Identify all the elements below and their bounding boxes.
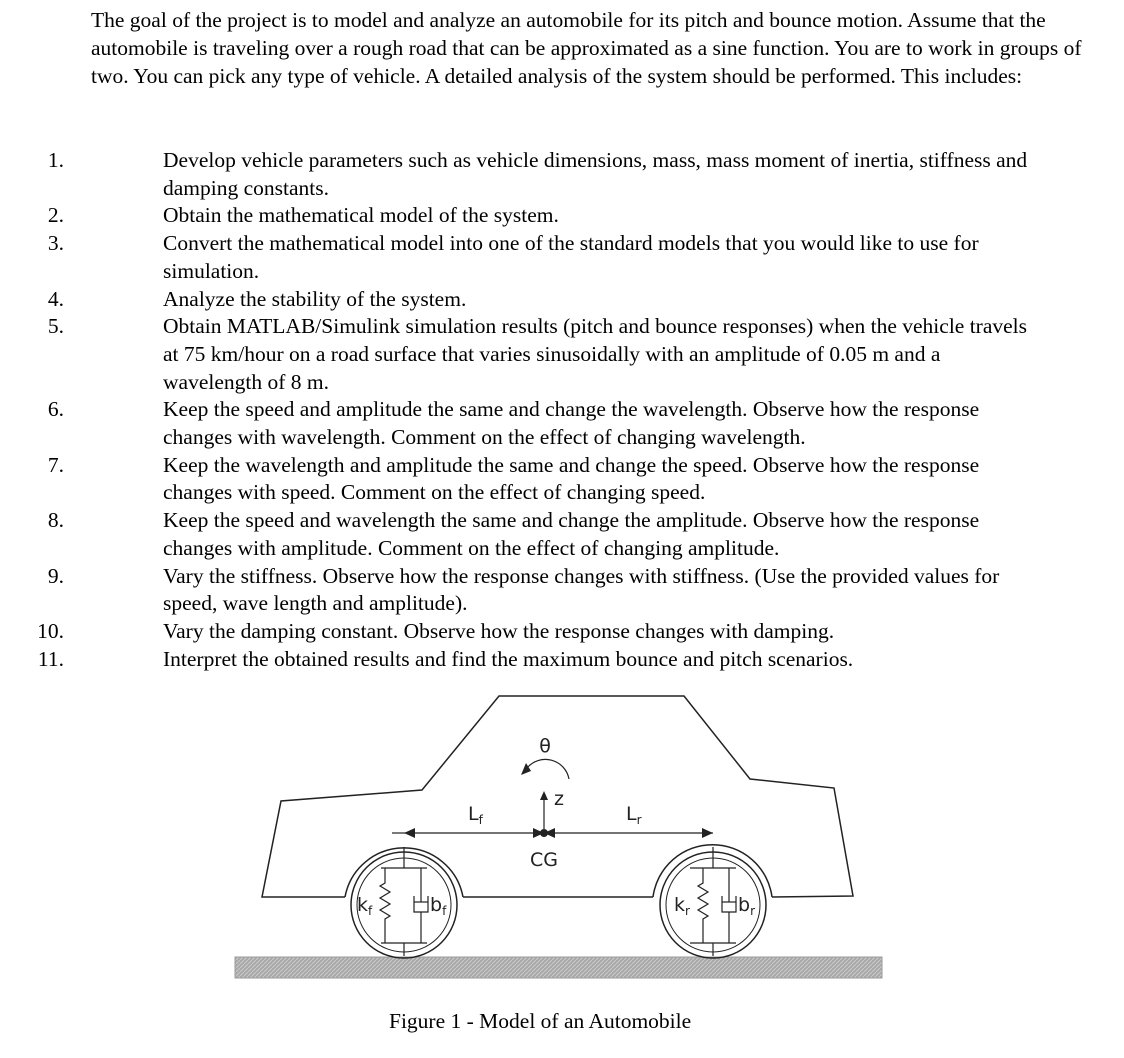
task-number: 5. [47, 314, 64, 339]
task-text: Interpret the obtained results and find the maximum bounce and pitch scenarios. [163, 646, 854, 671]
task-number: 10. [37, 618, 64, 643]
task-text: Obtain MATLAB/Simulink simulation results (pitch and bounce responses) when the vehicle travels at 75 km/hour on a road surface that varies sinusoidally with an amplitude of 0.05 m and a wavelength of 8 m. [163, 314, 1028, 394]
dimension-arrows [392, 828, 713, 838]
br-label: $b_r$ [738, 894, 755, 918]
task-text: Keep the speed and wavelength the same and change the amplitude. Observe how the response changes with amplitude. Comment on the effect of changing amplitude. [163, 508, 980, 560]
theta-label: θ [539, 735, 551, 757]
task-text: Keep the wavelength and amplitude the same and change the speed. Observe how the response changes with speed. Comment on the effect of changing speed. [163, 452, 980, 505]
task-number: 9. [47, 563, 64, 588]
road-surface [235, 957, 882, 978]
intro-paragraph: The goal of the project is to model and analyze an automobile for its pitch and bounce motion. Assume that the automobile is traveling over a rough road that can be approximated as a sine function. You are to work in groups of two. You can pick any type of vehicle. A detailed analysis of the system should be performed. This includes: [91, 8, 1082, 88]
task-number: 3. [47, 231, 64, 256]
z-arrowhead [540, 791, 548, 800]
task-number: 8. [47, 508, 64, 533]
task-text: Keep the speed and amplitude the same and change the wavelength. Observe how the response changes with wavelength. Comment on the effect of changing wavelength. [163, 397, 980, 450]
lr-right-arrowhead [702, 828, 713, 838]
lf-left-arrowhead [404, 828, 415, 838]
front-spring-icon [380, 868, 390, 943]
lr-label: $L_r$ [626, 803, 642, 827]
center-of-gravity [540, 791, 548, 837]
task-number: 1. [47, 148, 64, 172]
task-text: Obtain the mathematical model of the system. [163, 203, 559, 228]
task-text: Vary the damping constant. Observe how the response changes with damping. [163, 618, 835, 643]
bf-label: $b_f$ [430, 894, 447, 918]
task-text: Vary the stiffness. Observe how the response changes with stiffness. (Use the provided values for speed, wave length and amplitude). [163, 563, 1000, 616]
task-number: 11. [37, 646, 64, 671]
kf-label: $k_f$ [357, 894, 373, 918]
task-text: Convert the mathematical model into one of the standard models that you would like to use for simulation. [163, 231, 979, 283]
z-label: z [554, 788, 564, 810]
task-text: Analyze the stability of the system. [163, 286, 467, 311]
figure-caption: Figure 1 - Model of an Automobile [389, 1009, 692, 1033]
task-text: Develop vehicle parameters such as vehicle dimensions, mass, mass moment of inertia, stiffness and damping constants. [163, 148, 1028, 200]
rear-spring-icon [698, 868, 708, 943]
rear-suspension [690, 847, 736, 956]
front-suspension [380, 847, 428, 956]
kr-label: $k_r$ [674, 894, 690, 918]
task-number: 4. [47, 286, 64, 311]
cg-label: CG [530, 849, 558, 871]
task-number: 6. [47, 397, 64, 422]
pitch-rotation-arrow [521, 759, 569, 779]
lf-label: $L_f$ [468, 803, 483, 827]
task-number: 2. [47, 203, 64, 228]
task-number: 7. [47, 452, 64, 477]
